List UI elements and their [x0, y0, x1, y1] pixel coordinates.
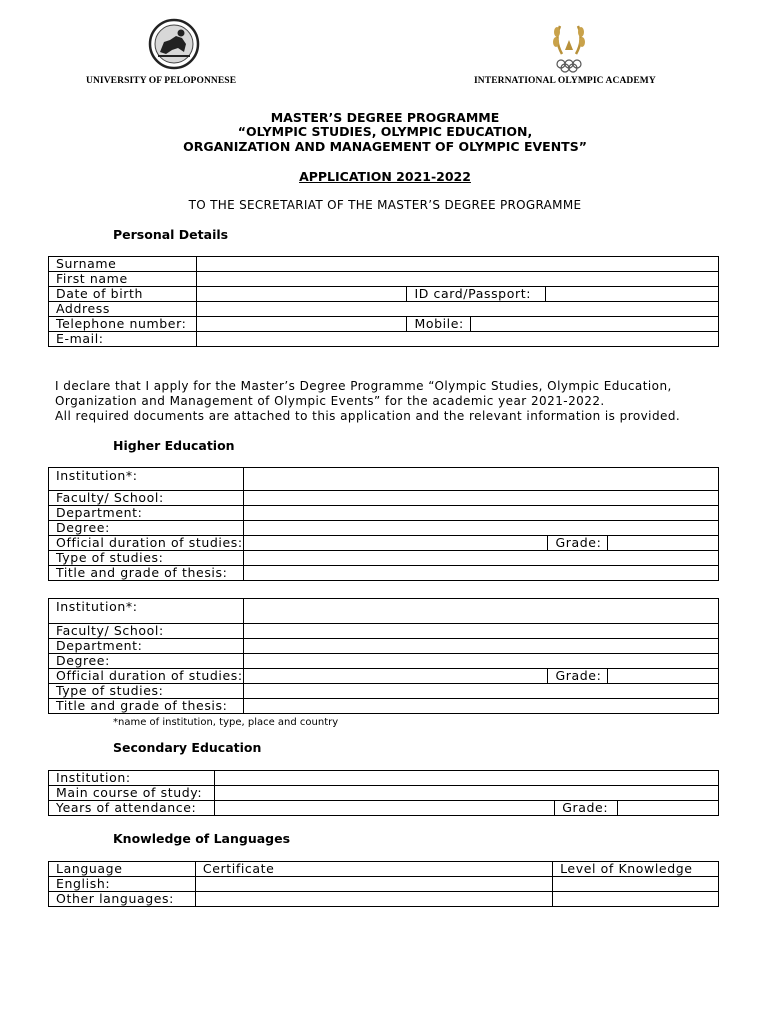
other-certificate-field[interactable]	[195, 892, 552, 907]
type-field[interactable]	[243, 684, 718, 699]
table-row	[49, 506, 719, 521]
higher-education-heading: Higher Education	[113, 438, 235, 453]
english-level-field[interactable]	[553, 877, 719, 892]
table-row	[49, 566, 719, 581]
institution-field[interactable]	[243, 599, 718, 624]
table-row	[49, 654, 719, 669]
table-row	[49, 272, 719, 287]
thesis-label: Title and grade of thesis:	[49, 566, 244, 581]
table-row	[49, 599, 719, 624]
level-column-header: Level of Knowledge	[553, 862, 719, 877]
table-row	[49, 684, 719, 699]
declaration-line1: I declare that I apply for the Master’s Degree Programme “Olympic Studies, Olympic Education,	[55, 379, 672, 393]
degree-label: Degree:	[49, 654, 244, 669]
duration-field[interactable]	[243, 536, 548, 551]
duration-label: Official duration of studies:	[49, 536, 244, 551]
table-row	[49, 257, 719, 272]
english-label: English:	[49, 877, 196, 892]
course-field[interactable]	[214, 786, 718, 801]
institution-footnote: *name of institution, type, place and country	[113, 717, 339, 728]
institution-label: Institution*:	[49, 599, 244, 624]
university-seal-logo	[148, 18, 200, 70]
years-label: Years of attendance:	[49, 801, 215, 816]
table-row	[49, 551, 719, 566]
table-row	[49, 302, 719, 317]
programme-title-line1: MASTER’S DEGREE PROGRAMME	[270, 110, 500, 125]
table-row	[49, 332, 719, 347]
grade-field[interactable]	[608, 669, 719, 684]
table-row	[49, 287, 719, 302]
dob-label: Date of birth	[49, 287, 197, 302]
secondary-institution-field[interactable]	[214, 771, 718, 786]
department-field[interactable]	[243, 639, 718, 654]
degree-field[interactable]	[243, 521, 718, 536]
addressee: TO THE SECRETARIAT OF THE MASTER’S DEGREE PROGRAMME	[188, 198, 582, 212]
higher-education-table-1	[48, 467, 719, 581]
table-row	[49, 786, 719, 801]
secondary-grade-label: Grade:	[555, 801, 618, 816]
surname-label: Surname	[49, 257, 197, 272]
secondary-grade-field[interactable]	[618, 801, 719, 816]
duration-field[interactable]	[243, 669, 548, 684]
department-label: Department:	[49, 506, 244, 521]
id-card-field[interactable]	[546, 287, 719, 302]
table-row	[49, 536, 719, 551]
other-level-field[interactable]	[553, 892, 719, 907]
table-row	[49, 862, 719, 877]
programme-title-line2: “OLYMPIC STUDIES, OLYMPIC EDUCATION,	[237, 124, 533, 139]
thesis-label: Title and grade of thesis:	[49, 699, 244, 714]
grade-field[interactable]	[608, 536, 719, 551]
table-row	[49, 468, 719, 491]
institution-field[interactable]	[243, 468, 718, 491]
academy-name: INTERNATIONAL OLYMPIC ACADEMY	[474, 76, 656, 86]
department-label: Department:	[49, 639, 244, 654]
mobile-label: Mobile:	[407, 317, 471, 332]
address-label: Address	[49, 302, 197, 317]
first-name-label: First name	[49, 272, 197, 287]
table-row	[49, 491, 719, 506]
secondary-institution-label: Institution:	[49, 771, 215, 786]
surname-field[interactable]	[196, 257, 718, 272]
grade-label: Grade:	[548, 669, 608, 684]
faculty-field[interactable]	[243, 491, 718, 506]
languages-heading: Knowledge of Languages	[113, 831, 291, 846]
course-label: Main course of study:	[49, 786, 215, 801]
certificate-column-header: Certificate	[195, 862, 552, 877]
faculty-field[interactable]	[243, 624, 718, 639]
telephone-label: Telephone number:	[49, 317, 197, 332]
duration-label: Official duration of studies:	[49, 669, 244, 684]
personal-details-heading: Personal Details	[113, 227, 229, 242]
telephone-field[interactable]	[196, 317, 406, 332]
declaration-line2: Organization and Management of Olympic Events” for the academic year 2021-2022.	[55, 394, 605, 408]
grade-label: Grade:	[548, 536, 608, 551]
programme-title-line3: ORGANIZATION AND MANAGEMENT OF OLYMPIC EVENTS”	[183, 139, 587, 154]
declaration-line3: All required documents are attached to this application and the relevant information is provided.	[55, 409, 681, 423]
degree-field[interactable]	[243, 654, 718, 669]
table-row	[49, 877, 719, 892]
type-field[interactable]	[243, 551, 718, 566]
personal-details-table	[48, 256, 719, 347]
email-field[interactable]	[196, 332, 718, 347]
email-label: E-mail:	[49, 332, 197, 347]
table-row	[49, 801, 719, 816]
table-row	[49, 699, 719, 714]
type-label: Type of studies:	[49, 684, 244, 699]
thesis-field[interactable]	[243, 699, 718, 714]
secondary-education-heading: Secondary Education	[113, 740, 262, 755]
higher-education-table-2	[48, 598, 719, 714]
dob-field[interactable]	[196, 287, 406, 302]
type-label: Type of studies:	[49, 551, 244, 566]
address-field[interactable]	[196, 302, 718, 317]
table-row	[49, 771, 719, 786]
institution-label: Institution*:	[49, 468, 244, 491]
application-title: APPLICATION 2021-2022	[299, 169, 471, 184]
language-column-header: Language	[49, 862, 196, 877]
olympic-academy-logo	[550, 20, 588, 76]
faculty-label: Faculty/ School:	[49, 624, 244, 639]
table-row	[49, 317, 719, 332]
university-name: UNIVERSITY OF PELOPONNESE	[86, 76, 237, 86]
first-name-field[interactable]	[196, 272, 718, 287]
faculty-label: Faculty/ School:	[49, 491, 244, 506]
years-field[interactable]	[214, 801, 554, 816]
secondary-education-table	[48, 770, 719, 816]
mobile-field[interactable]	[471, 317, 719, 332]
table-row	[49, 669, 719, 684]
languages-table	[48, 861, 719, 907]
english-certificate-field[interactable]	[195, 877, 552, 892]
department-field[interactable]	[243, 506, 718, 521]
table-row	[49, 521, 719, 536]
table-row	[49, 639, 719, 654]
table-row	[49, 624, 719, 639]
id-card-label: ID card/Passport:	[407, 287, 546, 302]
degree-label: Degree:	[49, 521, 244, 536]
thesis-field[interactable]	[243, 566, 718, 581]
other-languages-label: Other languages:	[49, 892, 196, 907]
table-row	[49, 892, 719, 907]
